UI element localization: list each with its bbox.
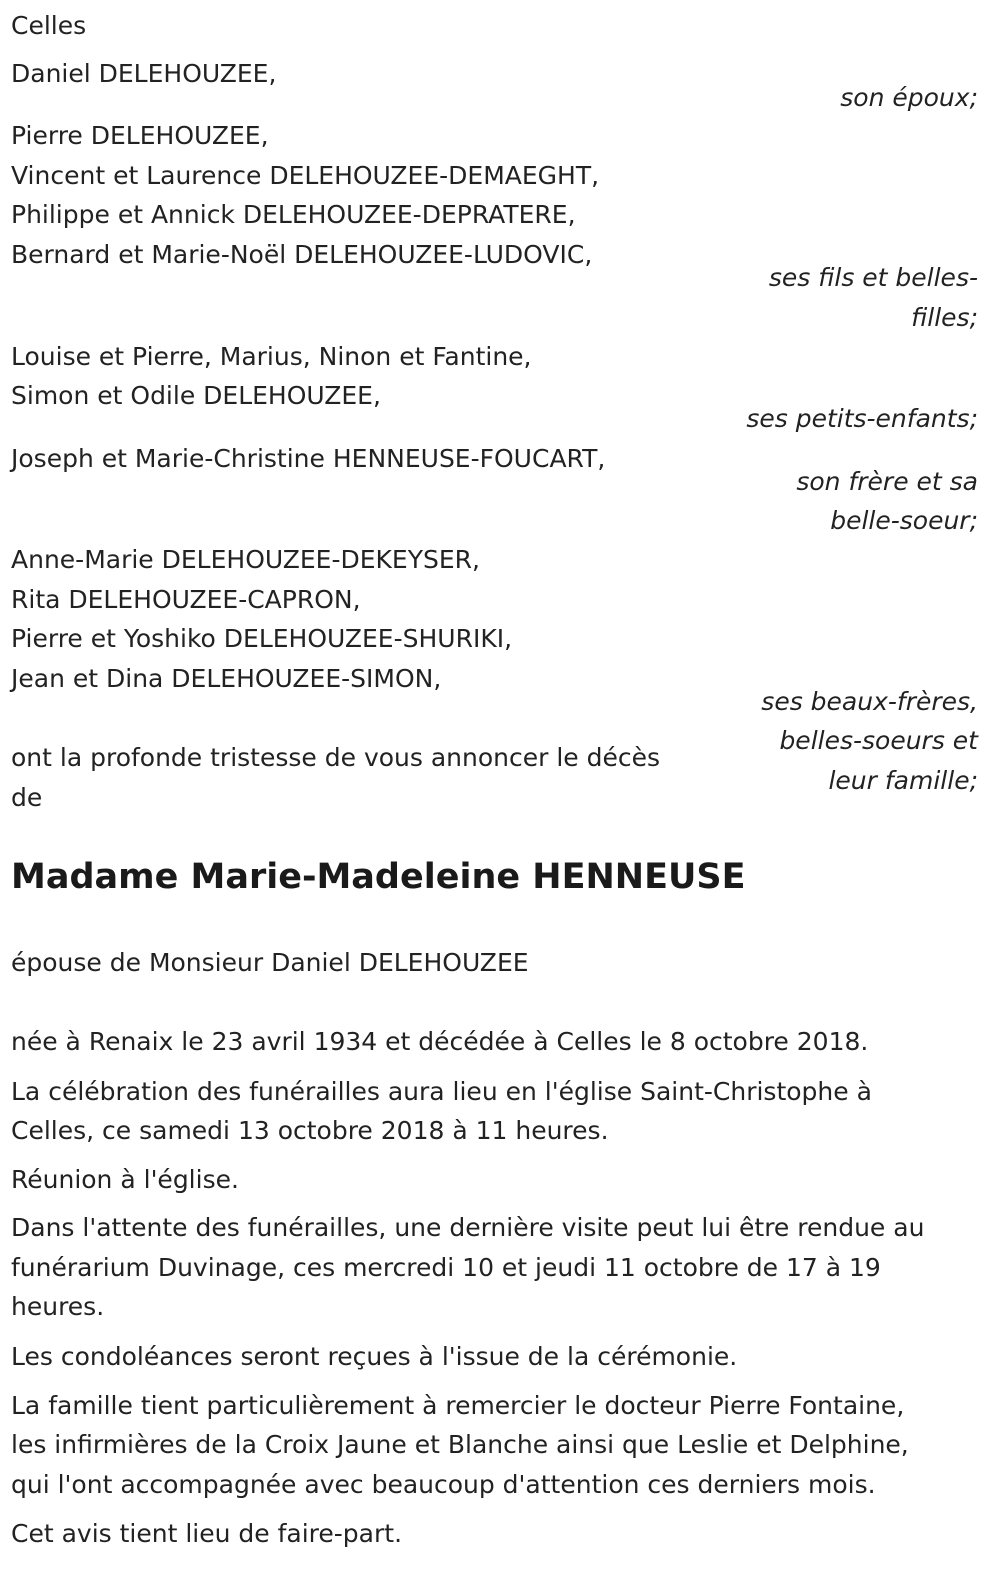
siblings-role: son frère et sa	[796, 467, 978, 496]
funeral-text: Celles, ce samedi 13 octobre 2018 à 11 heures.	[11, 1116, 609, 1145]
meeting-text: Réunion à l'église.	[11, 1165, 239, 1194]
grandchild-name: Louise et Pierre, Marius, Ninon et Fantine,	[11, 342, 532, 371]
visit-text: funérarium Duvinage, ces mercredi 10 et jeudi 11 octobre de 17 à 19	[11, 1253, 881, 1282]
in-law-name: Jean et Dina DELEHOUZEE-SIMON,	[11, 664, 442, 693]
sibling-name: Joseph et Marie-Christine HENNEUSE-FOUCART,	[11, 444, 606, 473]
children-role: ses fils et belles-	[768, 263, 978, 292]
in-laws-role: belles-soeurs et	[779, 726, 978, 755]
children-role: filles;	[911, 303, 978, 332]
condolences-text: Les condoléances seront reçues à l'issue de la cérémonie.	[11, 1342, 738, 1371]
visit-text: heures.	[11, 1292, 105, 1321]
spouse-name: Daniel DELEHOUZEE,	[11, 59, 277, 88]
child-name: Philippe et Annick DELEHOUZEE-DEPRATERE,	[11, 200, 576, 229]
announcement-text: ont la profonde tristesse de vous annoncer le décès	[11, 743, 661, 772]
in-law-name: Pierre et Yoshiko DELEHOUZEE-SHURIKI,	[11, 624, 513, 653]
grandchildren-role: ses petits-enfants;	[746, 404, 978, 433]
thanks-text: La famille tient particulièrement à remercier le docteur Pierre Fontaine,	[11, 1391, 905, 1420]
birth-death-text: née à Renaix le 23 avril 1934 et décédée à Celles le 8 octobre 2018.	[11, 1027, 869, 1056]
spouse-line: épouse de Monsieur Daniel DELEHOUZEE	[11, 948, 529, 977]
announcement-text: de	[11, 783, 43, 812]
grandchild-name: Simon et Odile DELEHOUZEE,	[11, 381, 381, 410]
funeral-text: La célébration des funérailles aura lieu en l'église Saint-Christophe à	[11, 1077, 872, 1106]
thanks-text: les infirmières de la Croix Jaune et Blanche ainsi que Leslie et Delphine,	[11, 1430, 909, 1459]
child-name: Pierre DELEHOUZEE,	[11, 121, 269, 150]
child-name: Vincent et Laurence DELEHOUZEE-DEMAEGHT,	[11, 161, 600, 190]
spouse-role: son époux;	[840, 83, 978, 112]
siblings-role: belle-soeur;	[830, 506, 978, 535]
in-laws-role: ses beaux-frères,	[761, 687, 978, 716]
in-law-name: Rita DELEHOUZEE-CAPRON,	[11, 585, 361, 614]
in-law-name: Anne-Marie DELEHOUZEE-DEKEYSER,	[11, 545, 480, 574]
visit-text: Dans l'attente des funérailles, une dernière visite peut lui être rendue au	[11, 1213, 925, 1242]
child-name: Bernard et Marie-Noël DELEHOUZEE-LUDOVIC,	[11, 240, 593, 269]
notice-text: Cet avis tient lieu de faire-part.	[11, 1519, 403, 1548]
location: Celles	[11, 11, 87, 40]
in-laws-role: leur famille;	[828, 766, 978, 795]
deceased-name: Madame Marie-Madeleine HENNEUSE	[11, 857, 746, 897]
thanks-text: qui l'ont accompagnée avec beaucoup d'attention ces derniers mois.	[11, 1470, 876, 1499]
